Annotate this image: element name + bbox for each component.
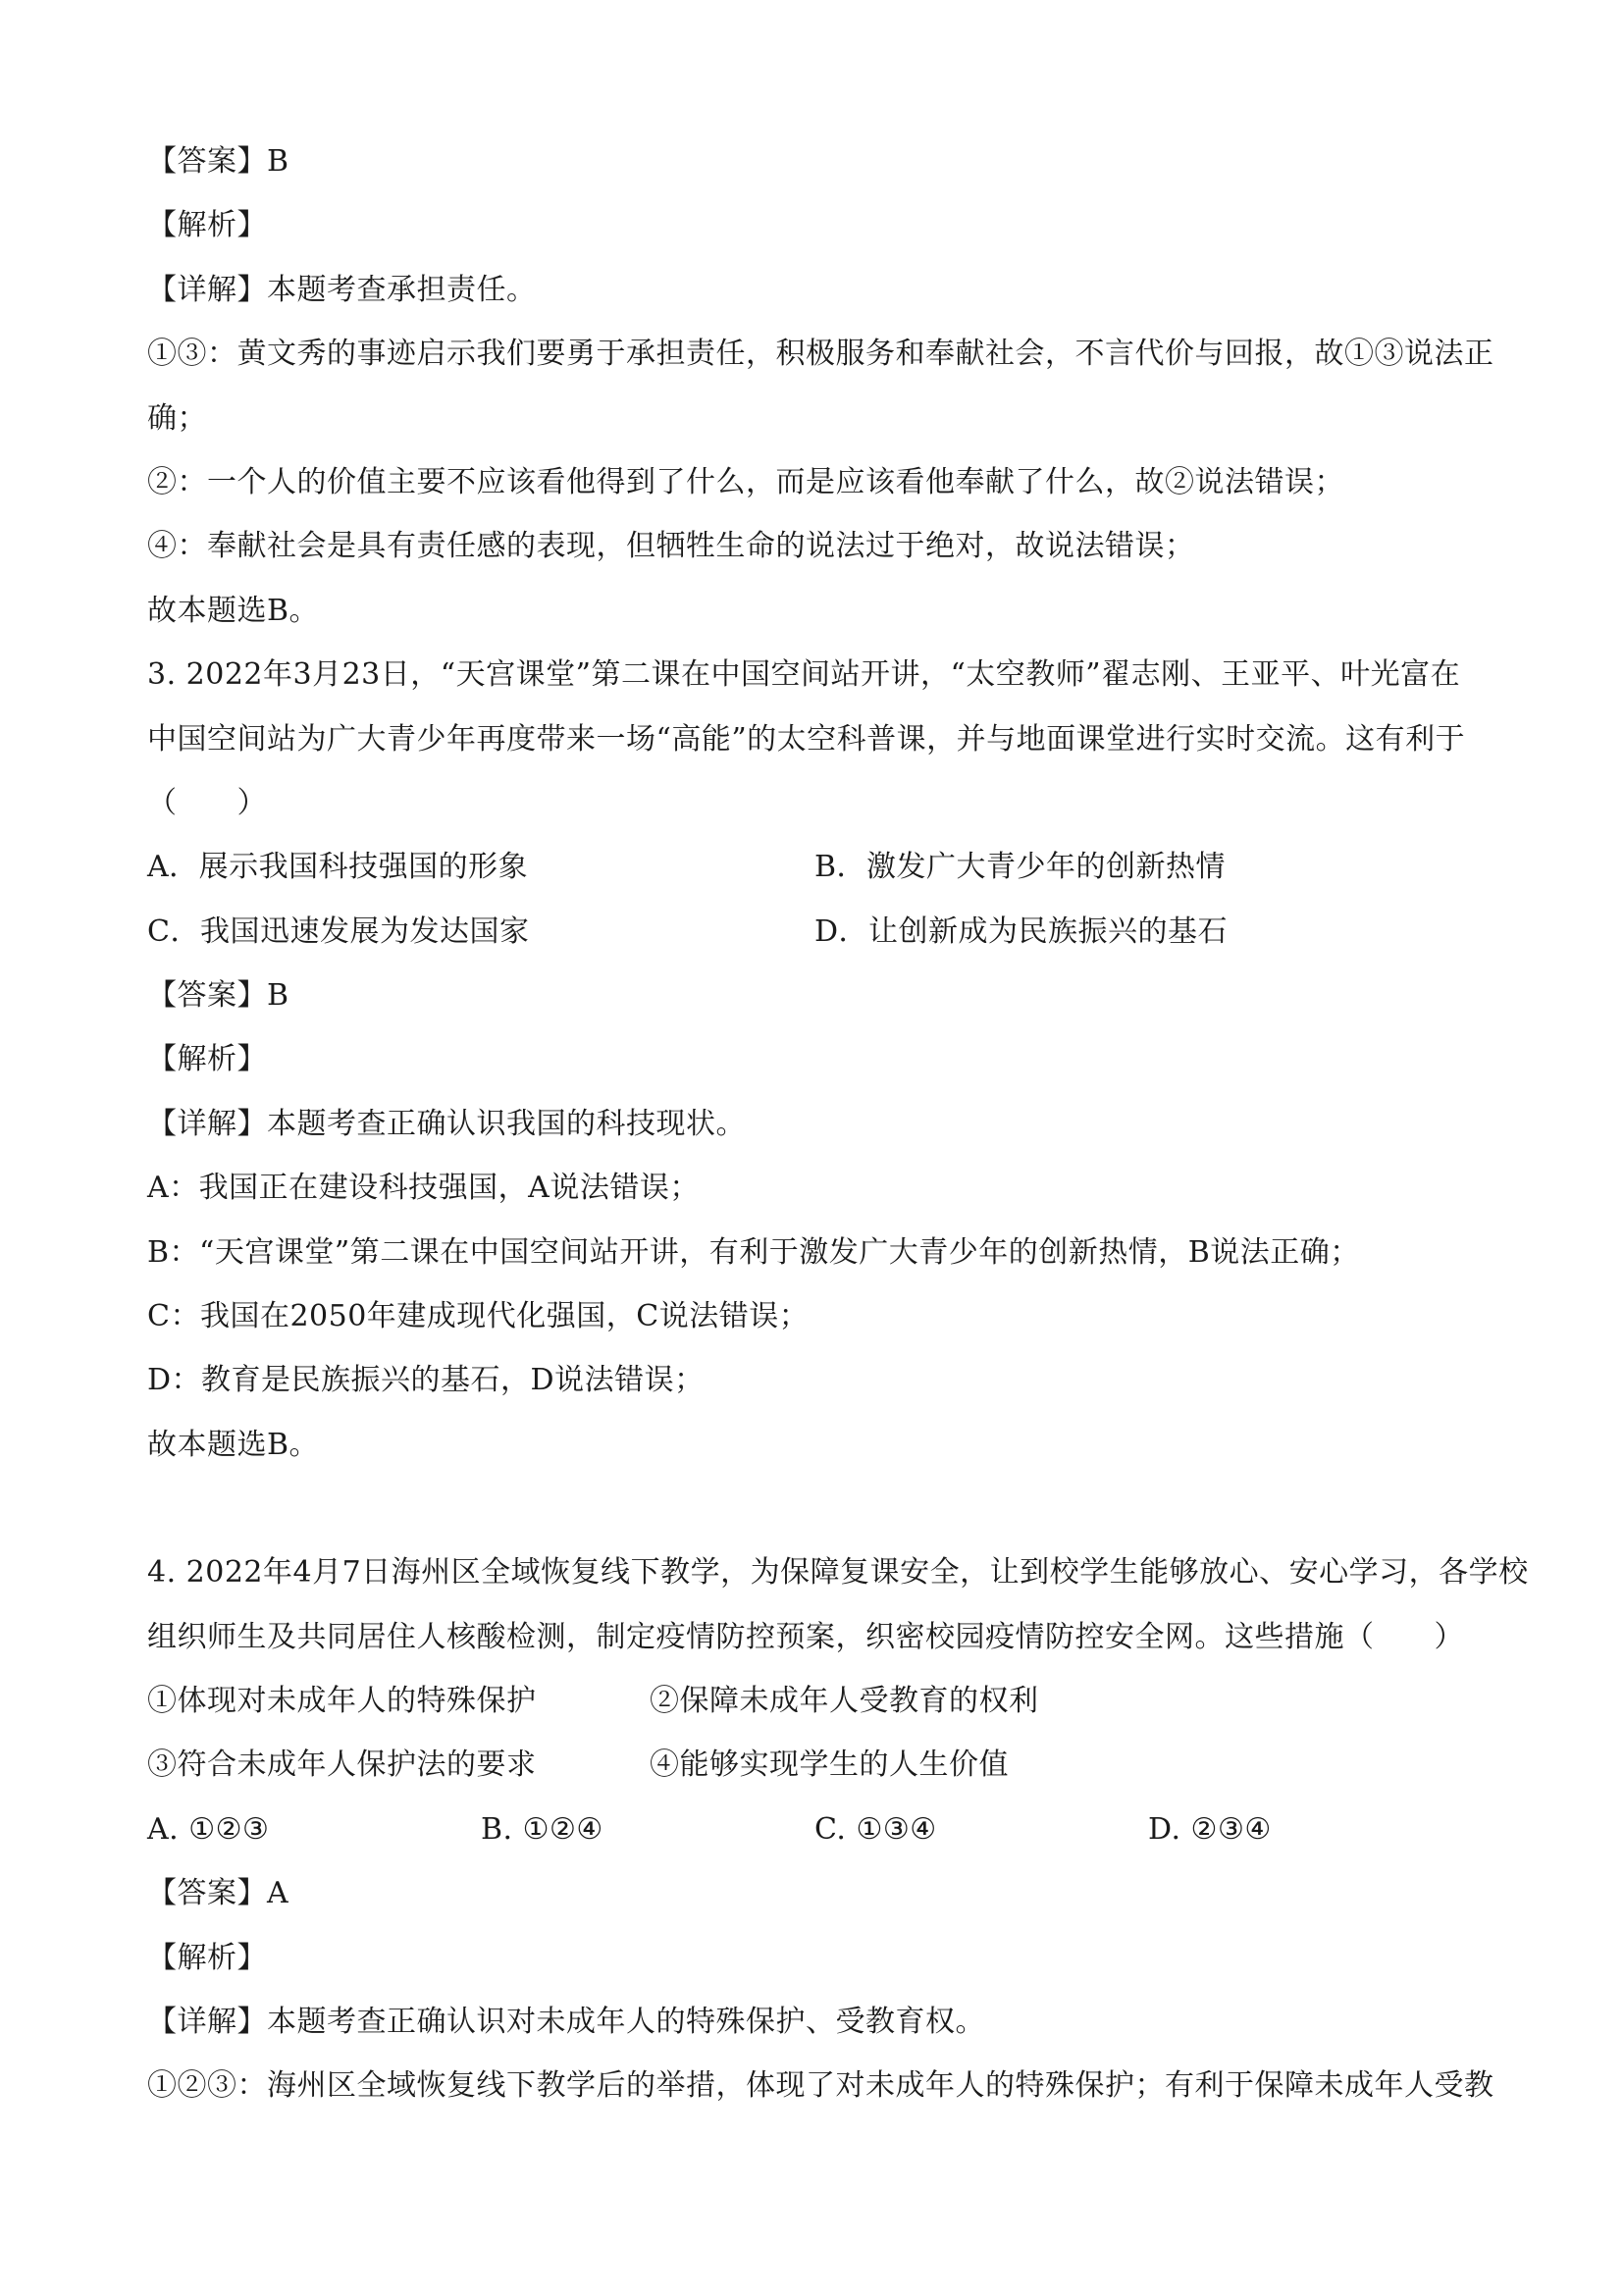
- q4-statement-3: ③符合未成年人保护法的要求: [147, 1748, 537, 1783]
- q3-option-a: A．展示我国科技强国的形象: [147, 850, 529, 885]
- q2-explanation-2: ②：一个人的价值主要不应该看他得到了什么，而是应该看他奉献了什么，故②说法错误；: [147, 464, 1344, 499]
- q4-answer: 【答案】A: [147, 1876, 289, 1911]
- q3-options-row-1: [147, 835, 1492, 899]
- q3-analysis-label: 【解析】: [147, 1042, 267, 1077]
- q4-explanation-1: ①②③：海州区全域恢复线下教学后的举措，体现了对未成年人的特殊保护；有利于保障未成年人受教: [147, 2068, 1494, 2104]
- q3-answer: 【答案】B: [147, 978, 289, 1014]
- q4-option-a: A. ①②③: [147, 1811, 270, 1847]
- q2-explanation-3: ④：奉献社会是具有责任感的表现，但牺牲生命的说法过于绝对，故说法错误；: [147, 529, 1195, 564]
- q4-stem-line-2: 组织师生及共同居住人核酸检测，制定疫情防控预案，织密校园疫情防控安全网。这些措施（ ）: [147, 1619, 1464, 1654]
- q3-explanation-d: D：教育是民族振兴的基石，D说法错误；: [147, 1363, 705, 1398]
- q3-explanation-a: A：我国正在建设科技强国，A说法错误；: [147, 1171, 700, 1206]
- q4-analysis-label: 【解析】: [147, 1940, 267, 1975]
- q4-option-d: D. ②③④: [1148, 1811, 1272, 1847]
- q3-stem-line-1: 3. 2022年3月23日，“天宫课堂”第二课在中国空间站开讲，“太空教师”翟志刚、王亚平、叶光富在: [147, 657, 1461, 693]
- q4-option-c: C. ①③④: [814, 1811, 937, 1847]
- q3-explanation-c: C：我国在2050年建成现代化强国，C说法错误；: [147, 1299, 810, 1334]
- q3-option-b: B．激发广大青少年的创新热情: [814, 850, 1227, 885]
- q2-answer: 【答案】B: [147, 144, 289, 179]
- document-page: [147, 130, 1529, 2118]
- q3-conclusion: 故本题选B。: [147, 1427, 320, 1462]
- q3-option-c: C．我国迅速发展为发达国家: [147, 913, 530, 949]
- q4-statement-1: ①体现对未成年人的特殊保护: [147, 1683, 537, 1718]
- q3-stem-line-3: （ ）: [147, 785, 267, 820]
- q4-option-b: B. ①②④: [481, 1811, 603, 1847]
- q2-analysis-label: 【解析】: [147, 208, 267, 243]
- q4-detail: 【详解】本题考查正确认识对未成年人的特殊保护、受教育权。: [147, 2004, 985, 2039]
- q3-stem-line-2: 中国空间站为广大青少年再度带来一场“高能”的太空科普课，并与地面课堂进行实时交流。这有利于: [147, 721, 1466, 757]
- q3-options-row-2: [147, 900, 1492, 964]
- q4-stem-line-1: 4. 2022年4月7日海州区全域恢复线下教学，为保障复课安全，让到校学生能够放心、安心学习，各学校: [147, 1555, 1529, 1591]
- q4-options-row: [147, 1798, 1492, 1861]
- q4-statements-row-2: [147, 1733, 1492, 1797]
- q2-explanation-1b: 确；: [147, 400, 207, 436]
- spacer: [147, 1477, 1492, 1540]
- q2-explanation-1a: ①③：黄文秀的事迹启示我们要勇于承担责任，积极服务和奉献社会，不言代价与回报，故①③说法正: [147, 337, 1494, 372]
- q4-statements-row-1: [147, 1669, 1492, 1733]
- q2-conclusion: 故本题选B。: [147, 593, 320, 628]
- q3-explanation-b: B：“天宫课堂”第二课在中国空间站开讲，有利于激发广大青少年的创新热情，B说法正确；: [147, 1234, 1360, 1270]
- q3-detail: 【详解】本题考查正确认识我国的科技现状。: [147, 1106, 746, 1141]
- q2-detail: 【详解】本题考查承担责任。: [147, 272, 537, 307]
- q4-statement-2: ②保障未成年人受教育的权利: [650, 1683, 1039, 1718]
- q3-option-d: D．让创新成为民族振兴的基石: [814, 913, 1229, 949]
- q4-statement-4: ④能够实现学生的人生价值: [650, 1748, 1009, 1783]
